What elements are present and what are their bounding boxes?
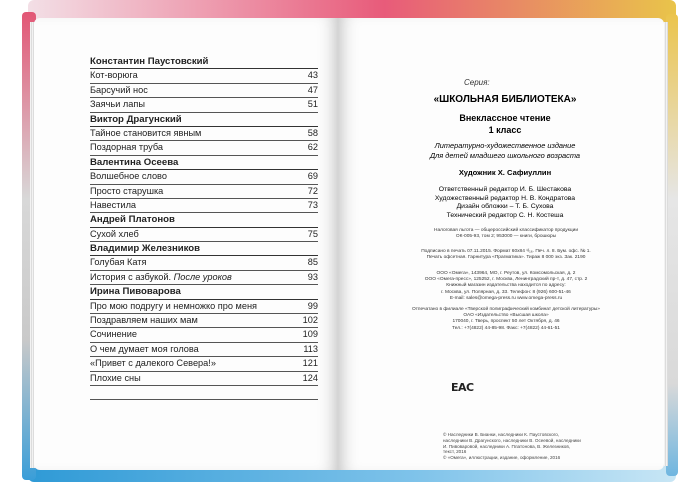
toc-entry-title <box>90 328 298 341</box>
toc-page-number: 43 <box>307 70 318 81</box>
print-line: Подписано в печать 07.11.2015. Формат 60х84 ¹/₁₆. Печ. л. 8. Бум. офс. № 1. <box>421 249 591 254</box>
toc-entry-title-text: Волшебное слово <box>90 171 167 182</box>
toc-entry <box>90 357 318 371</box>
copyright-line: © «Омега», иллюстрации, издание, оформление, 2016 <box>443 455 561 461</box>
series-label: Серия: <box>464 78 490 87</box>
toc-page-number: 58 <box>307 127 318 138</box>
copyright-block <box>443 432 653 461</box>
toc-page-number: 99 <box>307 300 318 311</box>
toc-entry <box>90 185 318 199</box>
toc-entry <box>90 170 318 184</box>
toc-entry-title <box>90 357 298 370</box>
toc-page-number: 73 <box>307 199 318 210</box>
toc-entry-title <box>90 199 298 212</box>
toc-entry-title-text: «Привет с далекого Севера!» <box>90 358 216 369</box>
toc-entry-subtitle: После уроков <box>173 271 232 282</box>
copyright-line: И. Пивоваровой, наследники А. Платонова, В. Железников, <box>443 443 571 449</box>
toc-entry-title-text: История с азбукой. <box>90 271 172 282</box>
book-grade: 1 класс <box>488 125 522 135</box>
eac-certification-mark: EAC <box>451 381 474 394</box>
editor-line: Дизайн обложки – Т. Б. Сухова <box>456 203 554 211</box>
toc-page-number: 47 <box>307 84 318 95</box>
toc-page-number: 109 <box>302 329 318 340</box>
toc-entry <box>90 199 318 213</box>
printer-line: 170040, г. Тверь, проспект 50 лет Октября, д. 46 <box>452 319 560 325</box>
toc-entry-title-text: Заячьи лапы <box>90 99 145 110</box>
toc-entry-title-text: О чем думает моя голова <box>90 343 199 354</box>
toc-entry-title <box>90 84 298 97</box>
tax-line: Налоговая льгота — общероссийский классификатор продукции <box>433 228 579 233</box>
toc-entry <box>90 98 318 112</box>
printer-line: ОАО «Издательство «Высшая школа» <box>463 313 549 319</box>
toc-entry <box>90 256 318 270</box>
toc-page-number: 121 <box>302 358 318 369</box>
age-group: Для детей младшего школьного возраста <box>429 151 581 160</box>
editor-line: Художественный редактор Н. В. Кондратова <box>434 194 576 202</box>
publisher-line: ООО «Омега-пресс», 125252, г. Москва, Ленинградский пр-т, д. 47, стр. 2 <box>424 277 588 283</box>
copyright-line: наследники В. Драгунского, наследники В. Осеевой, наследники <box>443 437 581 443</box>
toc-entry-title-text: Сочинение <box>90 329 137 340</box>
toc-page-number: 93 <box>307 271 318 282</box>
edition-type: Литературно-художественное издание <box>434 141 576 150</box>
toc-entry-title-text: Навестила <box>90 199 137 210</box>
print-line: Печать офсетная. Гарнитура «Прагматика». Тираж 8 000 экз. Зак. 2190 <box>426 255 586 261</box>
toc-entry-title <box>90 69 298 82</box>
publisher-line: г. Москва, ул. Полярная, д. 33. Телефон: 8 (926) 600-51-46 <box>441 289 571 295</box>
toc-entry-title-text: Про мою подругу и немножко про меня <box>90 300 258 311</box>
toc-entry-title-text: Поздорная труба <box>90 142 163 153</box>
editors-block <box>380 186 630 220</box>
toc-entry-title-text: Плохие сны <box>90 372 141 383</box>
toc-entry <box>90 84 318 98</box>
toc-page-number: 69 <box>307 171 318 182</box>
toc-entry-title <box>90 185 298 198</box>
printer-line: Отпечатано в филиале «Тверской полиграфический комбинат детской литературы» <box>412 307 600 312</box>
toc-entry <box>90 228 318 242</box>
toc-entry-title <box>90 256 298 269</box>
toc-entry <box>90 343 318 357</box>
toc-entry-title <box>90 98 298 111</box>
toc-entry-title <box>90 271 298 284</box>
toc-entry <box>90 271 318 285</box>
toc-entry-title <box>90 170 298 183</box>
toc-entry <box>90 127 318 141</box>
series-name: «ШКОЛЬНАЯ БИБЛИОТЕКА» <box>433 94 577 105</box>
tax-line: ОК-005-93, том 2; 953000 — книги, брошюры <box>455 234 557 240</box>
print-info <box>372 249 640 261</box>
toc-entry-title-text: Барсучий нос <box>90 84 148 95</box>
editor-line: Ответственный редактор И. Б. Шестакова <box>438 186 572 193</box>
toc-end-rule <box>90 386 318 400</box>
toc-entry <box>90 141 318 155</box>
tax-info <box>372 228 640 240</box>
toc-page-number: 72 <box>307 185 318 196</box>
toc-author: Ирина Пивоварова <box>90 285 318 299</box>
toc-author: Андрей Платонов <box>90 213 318 227</box>
toc-entry-title <box>90 141 298 154</box>
toc-page-number: 102 <box>302 315 318 326</box>
toc-entry-title-text: Сухой хлеб <box>90 228 139 239</box>
toc-entry-title <box>90 343 298 356</box>
book-subtitle: Внеклассное чтение <box>459 113 551 123</box>
toc-entry-title <box>90 314 298 327</box>
toc-entry <box>90 314 318 328</box>
publisher-line: Книжный магазин издательства находится по адресу: <box>446 283 566 289</box>
publisher-line: ООО «Омега», 143964, МО, г. Реутов, ул. Комсомольская, д. 2 <box>436 271 576 276</box>
toc-entry-title <box>90 228 298 241</box>
editor-line: Технический редактор С. Н. Костеша <box>446 211 564 219</box>
printer-line: Тел.: +7(4822) 44-85-98. Факс: +7(4822) 44-61-51 <box>452 325 560 331</box>
toc-entry <box>90 69 318 83</box>
illustrator: Художник Х. Сафиуллин <box>458 168 552 177</box>
right-page <box>338 18 664 470</box>
toc-page-number: 113 <box>303 343 318 354</box>
copyright-line: © Наследники В. Бианки, наследники К. Паустовского, <box>443 432 560 437</box>
toc-entry-title <box>90 300 298 313</box>
toc-page-number: 75 <box>307 228 318 239</box>
printer-info <box>372 307 640 332</box>
toc-author: Виктор Драгунский <box>90 113 318 127</box>
toc-entry-title <box>90 372 298 385</box>
toc-entry-title-text: Поздравляем наших мам <box>90 315 198 326</box>
toc-entry <box>90 372 318 386</box>
toc-entry-title <box>90 127 298 140</box>
toc-page-number: 62 <box>307 142 318 153</box>
toc-page-number: 85 <box>307 257 318 268</box>
toc-author: Константин Паустовский <box>90 55 318 69</box>
copyright-line: текст, 2016 <box>443 449 467 455</box>
toc-entry-title-text: Просто старушка <box>90 185 164 196</box>
toc-entry <box>90 328 318 342</box>
toc-page-number: 51 <box>307 99 318 110</box>
toc-author: Владимир Железников <box>90 242 318 256</box>
toc-entry-title-text: Голубая Катя <box>90 257 147 268</box>
toc-entry <box>90 300 318 314</box>
toc-entry-title-text: Кот-ворюга <box>90 70 138 81</box>
toc-author: Валентина Осеева <box>90 156 318 170</box>
publisher-info <box>372 271 640 302</box>
table-of-contents <box>90 55 318 400</box>
toc-entry-title-text: Тайное становится явным <box>90 127 202 138</box>
toc-page-number: 124 <box>302 372 318 383</box>
publisher-line: E-mail: sales@omega-press.ru www.omega-press.ru <box>449 295 563 301</box>
